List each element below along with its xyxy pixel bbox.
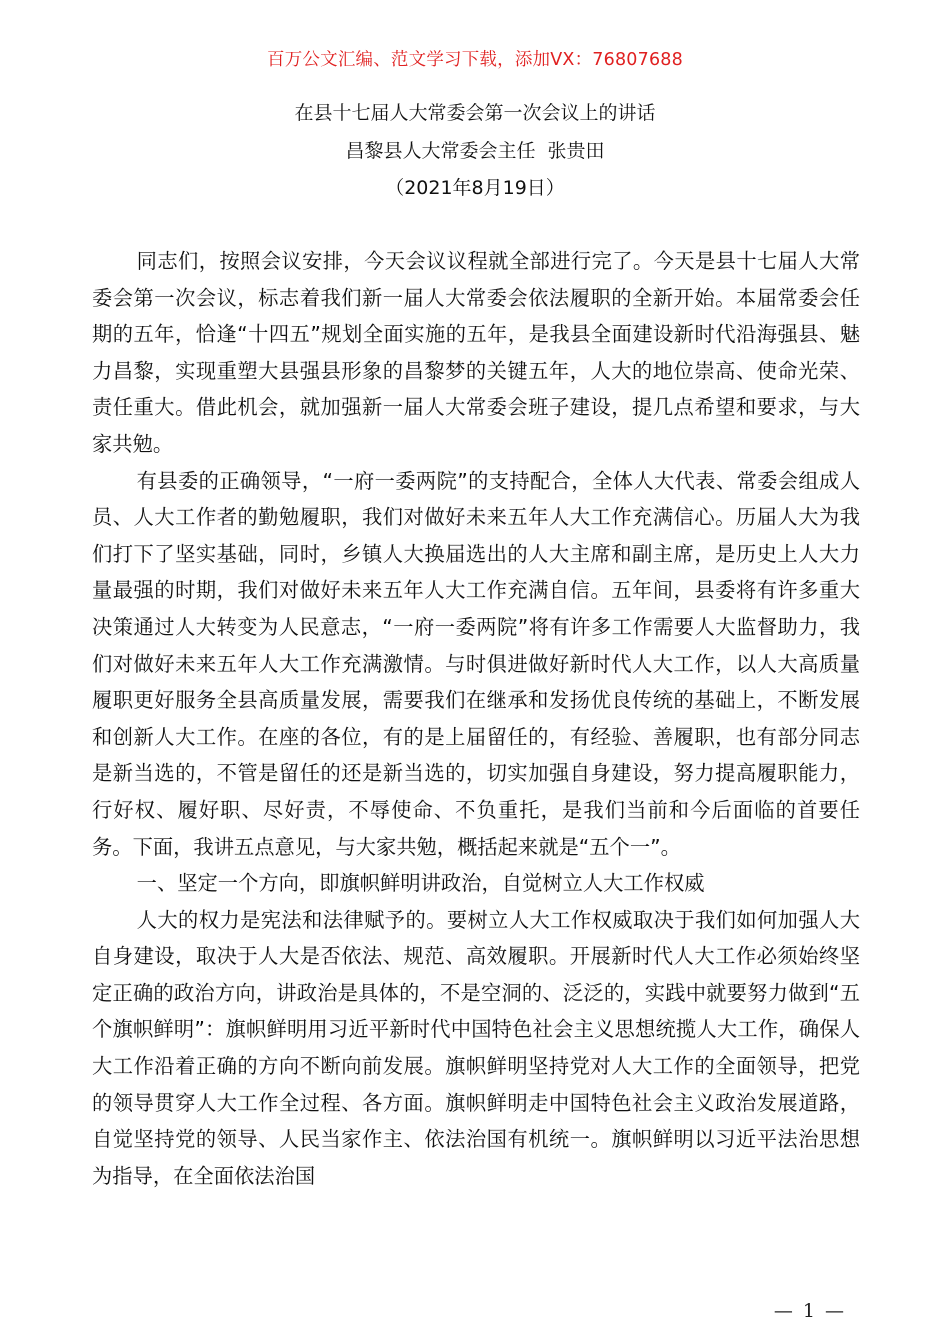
- paragraph-opening: 同志们，按照会议安排，今天会议议程就全部进行完了。今天是县十七届人大常委会第一次会议，标志着我们新一届人大常委会依法履职的全新开始。本届常委会任期的五年，恰逢“十四五”规划全面实施的五年，是我县全面建设新时代沿海强县、魅力昌黎，实现重塑大县强县形象的昌黎梦的关键五年，人大的地位崇高、使命光荣、责任重大。借此机会，就加强新一届人大常委会班子建设，提几点希望和要求，与大家共勉。: [92, 249, 860, 456]
- section-heading-1: 一、坚定一个方向，即旗帜鲜明讲政治，自觉树立人大工作权威: [136, 871, 705, 896]
- speech-body: [92, 243, 860, 1194]
- speech-title: 在县十七届人大常委会第一次会议上的讲话: [294, 102, 656, 124]
- page-number: — 1 —: [773, 1300, 846, 1322]
- paragraph-section-1: 人大的权力是宪法和法律赋予的。要树立人大工作权威取决于我们如何加强人大自身建设，取决于人大是否依法、规范、高效履职。开展新时代人大工作必须始终坚定正确的政治方向，讲政治是具体的，不是空洞的、泛泛的，实践中就要努力做到“五个旗帜鲜明”：旗帜鲜明用习近平新时代中国特色社会主义思想统揽人大工作，确保人大工作沿着正确的方向不断向前发展。旗帜鲜明坚持党对人大工作的全面领导，把党的领导贯穿人大工作全过程、各方面。旗帜鲜明走中国特色社会主义政治发展道路，自觉坚持党的领导、人民当家作主、依法治国有机统一。旗帜鲜明以习近平法治思想为指导，在全面依法治国: [92, 907, 860, 1188]
- paragraph-confidence: 有县委的正确领导，“一府一委两院”的支持配合，全体人大代表、常委会组成人员、人大工作者的勤勉履职，我们对做好未来五年人大工作充满信心。历届人大为我们打下了坚实基础，同时，乡镇人大换届选出的人大主席和副主席，是历史上人大力量最强的时期，我们对做好未来五年人大工作充满自信。五年间，县委将有许多重大决策通过人大转变为人民意志，“一府一委两院”将有许多工作需要人大监督助力，我们对做好未来五年人大工作充满激情。与时俱进做好新时代人大工作，以人大高质量履职更好服务全县高质量发展，需要我们在继承和发扬优良传统的基础上，不断发展和创新人大工作。在座的各位，有的是上届留任的，有经验、善履职，也有部分同志是新当选的，不管是留任的还是新当选的，切实加强自身建设，努力提高履职能力，行好权、履好职、尽好责，不辱使命、不负重托，是我们当前和今后面临的首要任务。下面，我讲五点意见，与大家共勉，概括起来就是“五个一”。: [92, 468, 860, 859]
- promo-banner: 百万公文汇编、范文学习下载，添加VX：76807688: [267, 50, 683, 70]
- speaker-line: 昌黎县人大常委会主任 张贵田: [345, 140, 605, 162]
- speech-date: （2021年8月19日）: [385, 177, 565, 199]
